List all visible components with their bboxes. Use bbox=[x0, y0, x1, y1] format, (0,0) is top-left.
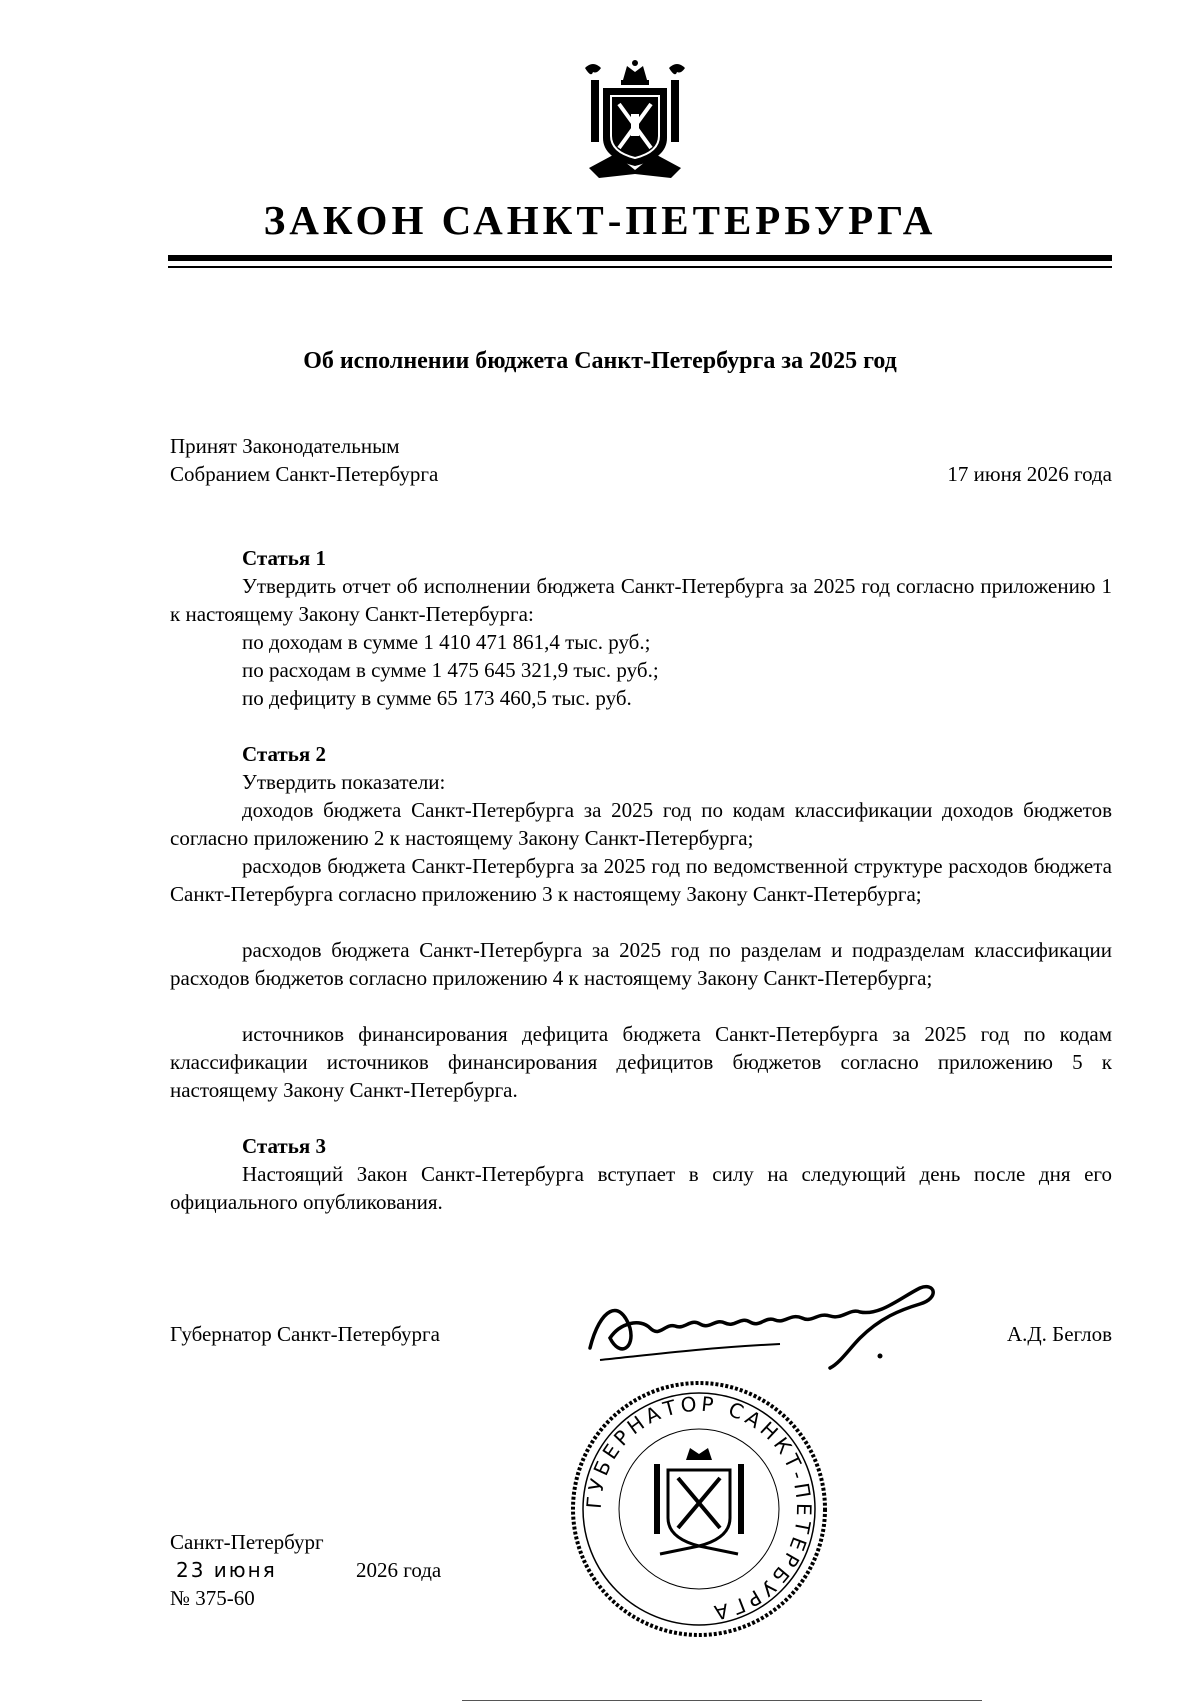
seal-text: ГУБЕРНАТОР САНКТ-ПЕТЕРБУРГА bbox=[581, 1391, 817, 1626]
article-2-paragraph-dept-structure: расходов бюджета Санкт-Петербурга за 2025 год по ведомственной структуре расходов бюджета Санкт-Петербурга согласно приложению 3 к настоящему Закону Санкт-Петербурга; bbox=[170, 854, 1112, 906]
signing-date-year: 2026 года bbox=[356, 1558, 442, 1582]
article-1-heading: Статья 1 bbox=[242, 546, 326, 570]
article-1-item-expense: по расходам в сумме 1 475 645 321,9 тыс. руб.; bbox=[242, 658, 659, 682]
signing-place: Санкт-Петербург bbox=[170, 1530, 324, 1554]
adopted-date: 17 июня 2026 года bbox=[947, 462, 1112, 486]
handwritten-signature-icon bbox=[580, 1268, 970, 1378]
registration-number: № 375-60 bbox=[170, 1586, 255, 1610]
article-1-paragraph: Утвердить отчет об исполнении бюджета Санкт-Петербурга за 2025 год согласно приложению 1 к настоящему Закону Санкт-Петербурга: bbox=[170, 574, 1112, 626]
page-bottom-line bbox=[462, 1700, 982, 1701]
article-2-paragraph-income: доходов бюджета Санкт-Петербурга за 2025 год по кодам классификации доходов бюджетов согласно приложению 2 к настоящему Закону Санкт-Петербурга; bbox=[170, 798, 1112, 850]
document-title: Об исполнении бюджета Санкт-Петербурга за 2025 год bbox=[303, 348, 897, 374]
header-rule-thin bbox=[168, 266, 1112, 268]
adopted-by-line2: Собранием Санкт-Петербурга bbox=[170, 462, 439, 486]
article-2-intro: Утвердить показатели: bbox=[242, 770, 446, 794]
article-2-paragraph-sections: расходов бюджета Санкт-Петербурга за 2025 год по разделам и подразделам классификации расходов бюджетов согласно приложению 4 к настоящему Закону Санкт-Петербурга; bbox=[170, 938, 1112, 990]
governor-seal-icon bbox=[568, 1378, 830, 1640]
signing-date-day: 23 июня bbox=[176, 1558, 277, 1582]
article-2-heading: Статья 2 bbox=[242, 742, 326, 766]
adopted-by-line1: Принят Законодательным bbox=[170, 434, 400, 458]
governor-name: А.Д. Беглов bbox=[1006, 1322, 1112, 1346]
article-1-item-deficit: по дефициту в сумме 65 173 460,5 тыс. руб. bbox=[242, 686, 632, 710]
article-3-paragraph: Настоящий Закон Санкт-Петербурга вступает в силу на следующий день после дня его официального опубликования. bbox=[170, 1162, 1112, 1214]
law-header: ЗАКОН САНКТ-ПЕТЕРБУРГА bbox=[263, 197, 937, 243]
header-rule-thick bbox=[168, 255, 1112, 261]
article-3-heading: Статья 3 bbox=[242, 1134, 326, 1158]
signing-date bbox=[170, 1556, 470, 1584]
spb-coat-of-arms-icon bbox=[575, 58, 695, 183]
governor-title: Губернатор Санкт-Петербурга bbox=[170, 1322, 440, 1346]
article-1-item-income: по доходам в сумме 1 410 471 861,4 тыс. руб.; bbox=[242, 630, 651, 654]
article-2-paragraph-deficit-sources: источников финансирования дефицита бюджета Санкт-Петербурга за 2025 год по кодам классификации источников финансирования дефицитов бюджетов согласно приложению 5 к настоящему Закону Санкт-Петербурга. bbox=[170, 1022, 1112, 1102]
